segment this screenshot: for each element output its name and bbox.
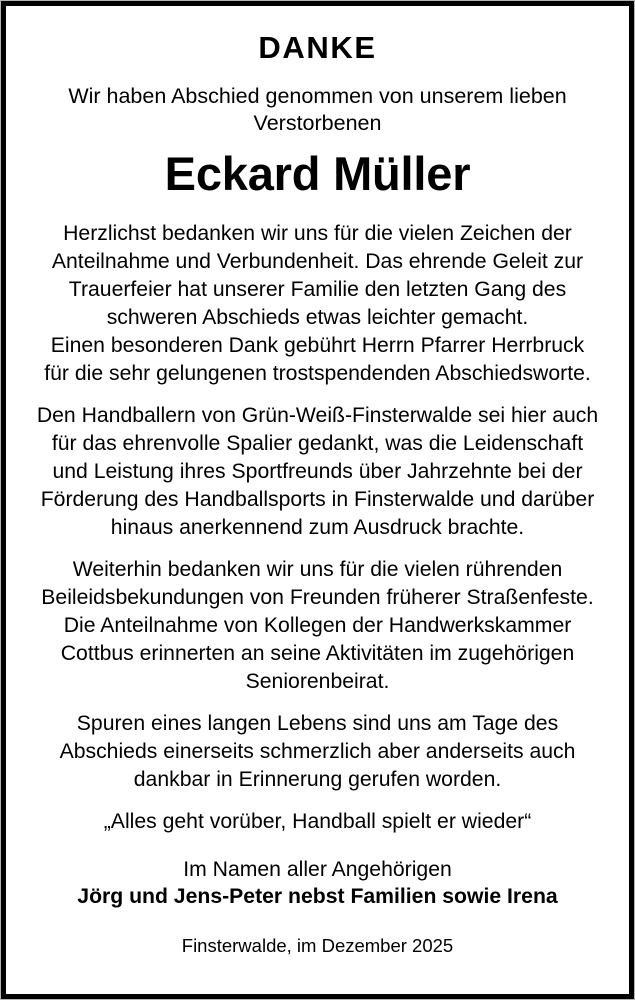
paragraph-remembrance: Spuren eines langen Lebens sind uns am Tage des Abschieds einerseits schmerzlich aber anderseits auch dankbar in Erinnerung gerufen worden. [59, 712, 576, 792]
closing-intro: Im Namen aller Angehörigen [183, 858, 452, 882]
bottom-spacer [32, 958, 603, 980]
paragraph-handball-club: Den Handballern von Grün-Weiß-Finsterwalde sei hier auch für das ehrenvolle Spalier gedankt, was die Leidenschaft und Leistung ihres Sportfreunds über Jahrzehnte bei der Förderung des Handballsports in Finsterwalde und darüber hinaus anerkennend zum Ausdruck brachte. [36, 404, 599, 540]
closing-family-names: Jörg und Jens-Peter nebst Familien sowie Irena [77, 885, 558, 909]
deceased-name: Eckard Müller [164, 146, 471, 200]
paragraph-condolences: Weiterhin bedanken wir uns für die vielen rührenden Beileidsbekundungen von Freunden früherer Straßenfeste. Die Anteilnahme von Kollegen der Handwerkskammer Cottbus erinnerten an seine Aktivitäten im zugehörigen Seniorenbeirat. [41, 558, 594, 694]
page-title: DANKE [258, 30, 377, 65]
intro-line-2: Verstorbenen [253, 110, 382, 135]
intro-line-1: Wir haben Abschied genommen von unserem lieben [68, 83, 567, 108]
intro-text [32, 83, 603, 137]
closing-block [32, 856, 603, 910]
notice-frame [1, 1, 634, 999]
paragraph-thanks-family: Herzlichst bedanken wir uns für die vielen Zeichen der Anteilnahme und Verbundenheit. Das ehrende Geleit zur Trauerfeier hat unserer Familie den letzten Gang des schweren Abschieds etwas leichter gemacht. Einen besonderen Dank gebührt Herrn Pfarrer Herrbruck für die sehr gelungenen trostspendenden Abschiedsworte. [44, 222, 591, 386]
notice-content [32, 26, 603, 958]
body-paragraphs [32, 220, 603, 794]
place-and-date: Finsterwalde, im Dezember 2025 [181, 935, 454, 957]
memorial-quote: „Alles geht vorüber, Handball spielt er wieder“ [103, 810, 532, 834]
